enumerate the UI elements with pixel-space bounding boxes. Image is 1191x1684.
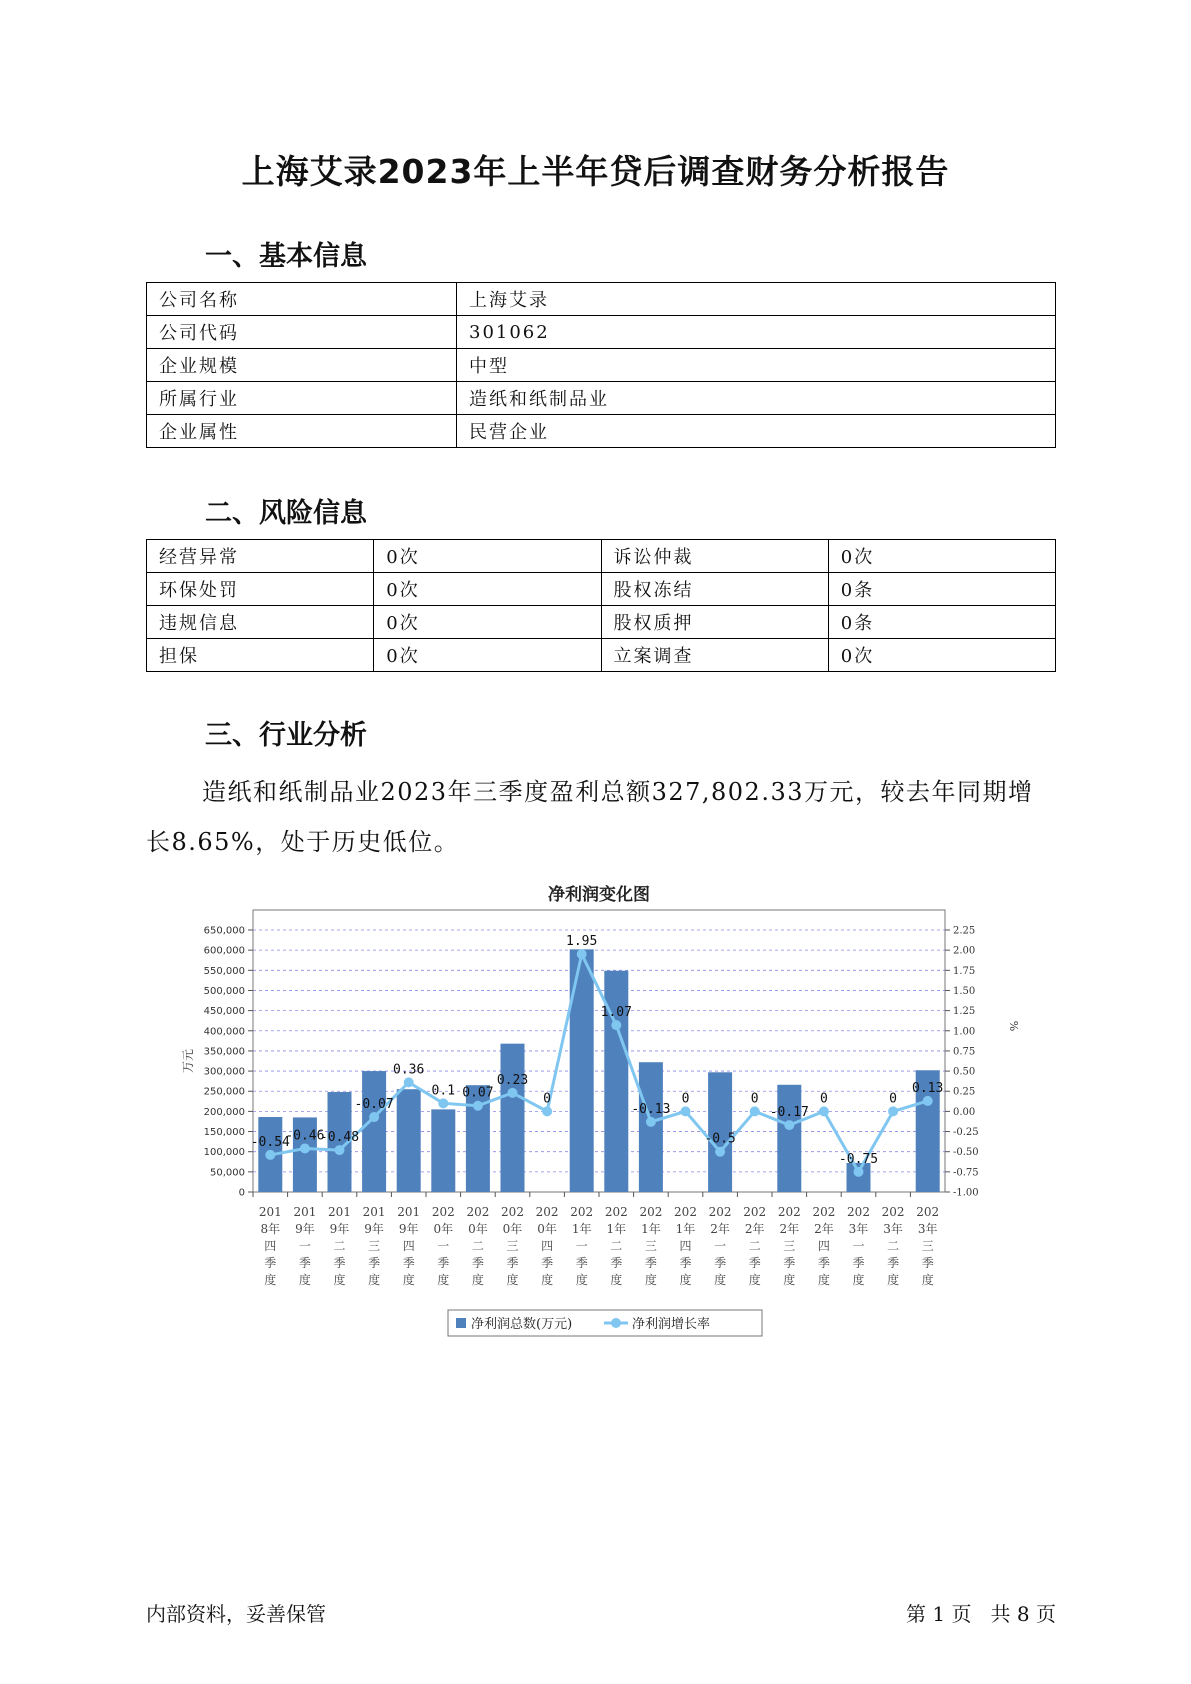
growth-rate-label: -0.75 — [838, 1151, 879, 1167]
x-tick-label: 季 — [506, 1256, 519, 1270]
bar — [397, 1089, 421, 1192]
bar — [604, 971, 628, 1192]
risk-label: 立案调查 — [601, 639, 828, 672]
x-tick-label: 1年 — [675, 1222, 696, 1236]
growth-rate-label: -0.46 — [285, 1128, 325, 1144]
growth-rate-label: -0.54 — [250, 1134, 290, 1150]
y2-tick-label: -0.25 — [953, 1127, 979, 1139]
x-tick-label: 度 — [333, 1273, 346, 1287]
x-tick-label: 202 — [501, 1205, 524, 1219]
x-tick-label: 季 — [333, 1256, 346, 1270]
y2-tick-label: 0.00 — [953, 1106, 976, 1118]
risk-value: 0次 — [374, 540, 601, 573]
risk-info-table — [146, 539, 1056, 672]
x-tick-label: 3年 — [917, 1222, 938, 1236]
x-tick-label: 度 — [644, 1273, 657, 1287]
x-tick-label: 202 — [466, 1205, 490, 1219]
x-tick-label: 一 — [298, 1239, 311, 1253]
footer-page-number: 第 1 页 共 8 页 — [906, 1602, 1056, 1626]
growth-rate-label: 0 — [889, 1091, 898, 1107]
basic-info-row — [147, 382, 1056, 415]
risk-value: 0次 — [374, 639, 601, 672]
x-tick-label: 9年 — [364, 1222, 384, 1236]
x-tick-label: 一 — [575, 1239, 588, 1253]
x-tick-label: 0年 — [433, 1222, 454, 1236]
risk-info-row — [147, 573, 1056, 606]
x-tick-label: 201 — [293, 1205, 317, 1219]
x-tick-label: 201 — [328, 1205, 351, 1219]
x-tick-label: 2年 — [814, 1222, 834, 1236]
section-heading-industry-analysis: 三、行业分析 — [205, 720, 367, 751]
bar — [431, 1109, 455, 1192]
x-tick-label: 度 — [506, 1273, 519, 1287]
x-tick-label: 季 — [471, 1256, 484, 1270]
risk-label: 股权质押 — [601, 606, 828, 639]
y-tick-label: 450,000 — [203, 1006, 245, 1018]
basic-info-value: 中型 — [457, 349, 1056, 382]
y2-tick-label: 2.25 — [953, 925, 976, 937]
growth-rate-point — [577, 949, 587, 959]
x-tick-label: 四 — [817, 1239, 830, 1253]
legend-line-marker — [611, 1318, 621, 1328]
x-tick-label: 四 — [402, 1239, 415, 1253]
growth-rate-label: -0.48 — [319, 1130, 360, 1146]
x-tick-label: 202 — [881, 1205, 905, 1219]
x-tick-label: 8年 — [260, 1222, 281, 1236]
y-tick-label: 400,000 — [203, 1026, 245, 1038]
y2-axis-label: % — [1007, 1020, 1020, 1032]
x-tick-label: 度 — [575, 1273, 588, 1287]
risk-value: 0次 — [374, 606, 601, 639]
x-tick-label: 季 — [644, 1256, 657, 1270]
growth-rate-label: 0.23 — [496, 1072, 529, 1088]
growth-rate-point — [473, 1101, 483, 1111]
risk-label: 违规信息 — [147, 606, 374, 639]
y2-tick-label: -0.50 — [953, 1147, 979, 1159]
basic-info-row — [147, 316, 1056, 349]
x-tick-label: 度 — [817, 1273, 830, 1287]
chart-title: 净利润变化图 — [548, 885, 650, 905]
basic-info-row — [147, 283, 1056, 316]
growth-rate-point — [335, 1145, 345, 1155]
x-tick-label: 度 — [887, 1273, 900, 1287]
x-tick-label: 三 — [783, 1239, 796, 1253]
growth-rate-point — [611, 1020, 621, 1030]
x-tick-label: 度 — [852, 1273, 865, 1287]
x-tick-label: 季 — [298, 1256, 311, 1270]
risk-label: 诉讼仲裁 — [601, 540, 828, 573]
y-tick-label: 200,000 — [203, 1106, 245, 1118]
growth-rate-point — [888, 1106, 898, 1116]
risk-info-row — [147, 606, 1056, 639]
growth-rate-label: -0.17 — [769, 1105, 809, 1121]
x-tick-label: 201 — [397, 1205, 421, 1219]
growth-rate-point — [508, 1088, 518, 1098]
growth-rate-point — [784, 1120, 794, 1130]
x-tick-label: 季 — [852, 1256, 865, 1270]
growth-rate-label: 0.1 — [431, 1083, 456, 1099]
x-tick-label: 0年 — [502, 1222, 523, 1236]
x-tick-label: 季 — [437, 1256, 450, 1270]
x-tick-label: 202 — [708, 1205, 732, 1219]
y-tick-label: 650,000 — [203, 925, 245, 937]
growth-rate-label: 0 — [681, 1091, 690, 1107]
y-tick-label: 50,000 — [210, 1167, 245, 1179]
y2-tick-label: 2.00 — [953, 945, 976, 957]
y-tick-label: 350,000 — [203, 1046, 245, 1058]
x-tick-label: 2年 — [710, 1222, 730, 1236]
x-tick-label: 季 — [610, 1256, 623, 1270]
growth-rate-point — [715, 1147, 725, 1157]
bar — [501, 1044, 525, 1192]
x-tick-label: 度 — [264, 1273, 277, 1287]
section-heading-risk-info: 二、风险信息 — [205, 498, 367, 529]
growth-rate-label: 0 — [543, 1091, 552, 1107]
x-tick-label: 度 — [921, 1273, 934, 1287]
x-tick-label: 四 — [679, 1239, 692, 1253]
x-tick-label: 四 — [264, 1239, 277, 1253]
x-tick-label: 一 — [714, 1239, 727, 1253]
document-title: 上海艾录2023年上半年贷后调查财务分析报告 — [241, 152, 950, 191]
x-tick-label: 度 — [748, 1273, 761, 1287]
x-tick-label: 季 — [575, 1256, 588, 1270]
x-tick-label: 季 — [887, 1256, 900, 1270]
x-tick-label: 1年 — [571, 1222, 592, 1236]
y-tick-label: 0 — [238, 1187, 245, 1199]
net-profit-chart — [180, 880, 1030, 1340]
growth-rate-point — [438, 1098, 448, 1108]
growth-rate-label: 1.07 — [600, 1005, 632, 1021]
growth-rate-label: 0.36 — [393, 1062, 425, 1078]
growth-rate-label: -0.5 — [704, 1131, 736, 1147]
x-tick-label: 季 — [264, 1256, 277, 1270]
x-tick-label: 三 — [921, 1239, 934, 1253]
y2-tick-label: 0.25 — [953, 1086, 976, 1098]
growth-rate-point — [750, 1106, 760, 1116]
x-tick-label: 202 — [777, 1205, 801, 1219]
industry-analysis-paragraph: 造纸和纸制品业2023年三季度盈利总额327,802.33万元，较去年同期增长8.65%，处于历史低位。 — [146, 778, 1034, 856]
risk-info-row — [147, 540, 1056, 573]
x-tick-label: 9年 — [329, 1222, 350, 1236]
basic-info-label: 公司代码 — [147, 316, 457, 349]
x-tick-label: 202 — [604, 1205, 628, 1219]
growth-rate-label: 0.13 — [912, 1080, 944, 1096]
bar — [777, 1085, 801, 1192]
risk-label: 股权冻结 — [601, 573, 828, 606]
basic-info-table — [146, 282, 1056, 448]
x-tick-label: 202 — [743, 1205, 767, 1219]
y2-tick-label: -0.75 — [953, 1167, 979, 1179]
growth-rate-point — [404, 1077, 414, 1087]
y-tick-label: 300,000 — [203, 1066, 245, 1078]
x-tick-label: 季 — [679, 1256, 692, 1270]
risk-label: 担保 — [147, 639, 374, 672]
x-tick-label: 2年 — [779, 1222, 800, 1236]
legend-bar-label: 净利润总数(万元) — [471, 1317, 573, 1332]
y2-tick-label: 1.50 — [953, 985, 976, 997]
x-tick-label: 202 — [639, 1205, 663, 1219]
y-tick-label: 250,000 — [203, 1086, 245, 1098]
legend-line-label: 净利润增长率 — [632, 1317, 711, 1332]
x-tick-label: 一 — [852, 1239, 865, 1253]
x-tick-label: 一 — [437, 1239, 450, 1253]
y2-tick-label: 0.50 — [953, 1066, 976, 1078]
basic-info-value: 301062 — [457, 316, 1056, 349]
growth-rate-label: 0.07 — [462, 1085, 494, 1101]
x-tick-label: 度 — [541, 1273, 554, 1287]
x-tick-label: 201 — [362, 1205, 386, 1219]
x-tick-label: 季 — [541, 1256, 554, 1270]
x-tick-label: 二 — [748, 1239, 761, 1253]
risk-value: 0次 — [828, 639, 1055, 672]
y2-tick-label: 1.25 — [953, 1006, 976, 1018]
growth-rate-point — [819, 1106, 829, 1116]
x-tick-label: 度 — [298, 1273, 311, 1287]
x-tick-label: 度 — [679, 1273, 692, 1287]
y2-tick-label: -1.00 — [953, 1187, 979, 1199]
x-tick-label: 1年 — [641, 1222, 661, 1236]
y2-tick-label: 1.00 — [953, 1026, 976, 1038]
basic-info-label: 所属行业 — [147, 382, 457, 415]
risk-value: 0条 — [828, 606, 1055, 639]
x-tick-label: 2年 — [744, 1222, 765, 1236]
basic-info-row — [147, 415, 1056, 448]
x-tick-label: 202 — [916, 1205, 940, 1219]
x-tick-label: 3年 — [848, 1222, 869, 1236]
x-tick-label: 四 — [541, 1239, 554, 1253]
x-tick-label: 202 — [535, 1205, 559, 1219]
x-tick-label: 三 — [368, 1239, 381, 1253]
x-tick-label: 202 — [674, 1205, 697, 1219]
x-tick-label: 9年 — [295, 1222, 315, 1236]
x-tick-label: 季 — [402, 1256, 415, 1270]
x-tick-label: 度 — [368, 1273, 381, 1287]
x-tick-label: 季 — [368, 1256, 381, 1270]
growth-rate-point — [300, 1143, 310, 1153]
y-axis-label: 万元 — [181, 1048, 195, 1074]
basic-info-value: 上海艾录 — [457, 283, 1056, 316]
x-tick-label: 季 — [783, 1256, 796, 1270]
y2-tick-label: 0.75 — [953, 1046, 976, 1058]
growth-rate-label: 0 — [819, 1091, 828, 1107]
x-tick-label: 202 — [847, 1205, 870, 1219]
x-tick-label: 202 — [812, 1205, 836, 1219]
x-tick-label: 三 — [506, 1239, 519, 1253]
chart-svg — [180, 880, 1030, 1340]
growth-rate-point — [923, 1096, 933, 1106]
risk-info-row — [147, 639, 1056, 672]
x-tick-label: 季 — [921, 1256, 934, 1270]
x-tick-label: 3年 — [883, 1222, 903, 1236]
growth-rate-point — [681, 1106, 691, 1116]
x-tick-label: 9年 — [398, 1222, 419, 1236]
basic-info-label: 公司名称 — [147, 283, 457, 316]
x-tick-label: 1年 — [606, 1222, 627, 1236]
growth-rate-point — [542, 1106, 552, 1116]
basic-info-value: 造纸和纸制品业 — [457, 382, 1056, 415]
growth-rate-point — [369, 1112, 379, 1122]
x-tick-label: 二 — [471, 1239, 484, 1253]
y-tick-label: 550,000 — [203, 965, 245, 977]
x-tick-label: 二 — [887, 1239, 900, 1253]
growth-rate-label: -0.07 — [354, 1097, 394, 1113]
x-tick-label: 度 — [783, 1273, 796, 1287]
y-tick-label: 600,000 — [203, 945, 245, 957]
risk-label: 经营异常 — [147, 540, 374, 573]
basic-info-label: 企业属性 — [147, 415, 457, 448]
x-tick-label: 二 — [610, 1239, 623, 1253]
x-tick-label: 季 — [817, 1256, 830, 1270]
y2-tick-label: 1.75 — [953, 965, 976, 977]
bar — [362, 1071, 386, 1192]
risk-value: 0次 — [374, 573, 601, 606]
x-tick-label: 度 — [402, 1273, 415, 1287]
x-tick-label: 季 — [748, 1256, 761, 1270]
x-tick-label: 度 — [714, 1273, 727, 1287]
basic-info-row — [147, 349, 1056, 382]
growth-rate-point — [854, 1167, 864, 1177]
growth-rate-point — [646, 1117, 656, 1127]
y-tick-label: 150,000 — [203, 1127, 245, 1139]
x-tick-label: 三 — [644, 1239, 657, 1253]
x-tick-label: 202 — [431, 1205, 455, 1219]
footer-confidential-note: 内部资料，妥善保管 — [146, 1602, 326, 1626]
bar — [639, 1062, 663, 1192]
x-tick-label: 度 — [471, 1273, 484, 1287]
x-tick-label: 度 — [610, 1273, 623, 1287]
x-tick-label: 0年 — [468, 1222, 488, 1236]
basic-info-label: 企业规模 — [147, 349, 457, 382]
x-tick-label: 0年 — [537, 1222, 557, 1236]
risk-label: 环保处罚 — [147, 573, 374, 606]
x-tick-label: 二 — [333, 1239, 346, 1253]
growth-rate-label: 0 — [750, 1091, 759, 1107]
x-tick-label: 202 — [570, 1205, 594, 1219]
x-tick-label: 度 — [437, 1273, 450, 1287]
legend-bar-swatch — [456, 1318, 466, 1328]
risk-value: 0条 — [828, 573, 1055, 606]
growth-rate-label: 1.95 — [566, 934, 598, 950]
growth-rate-point — [265, 1150, 275, 1160]
x-tick-label: 201 — [258, 1205, 282, 1219]
y-tick-label: 500,000 — [203, 985, 245, 997]
growth-rate-label: -0.13 — [631, 1101, 671, 1117]
section-heading-basic-info: 一、基本信息 — [205, 241, 367, 272]
basic-info-value: 民营企业 — [457, 415, 1056, 448]
x-tick-label: 季 — [714, 1256, 727, 1270]
y-tick-label: 100,000 — [203, 1147, 245, 1159]
risk-value: 0次 — [828, 540, 1055, 573]
